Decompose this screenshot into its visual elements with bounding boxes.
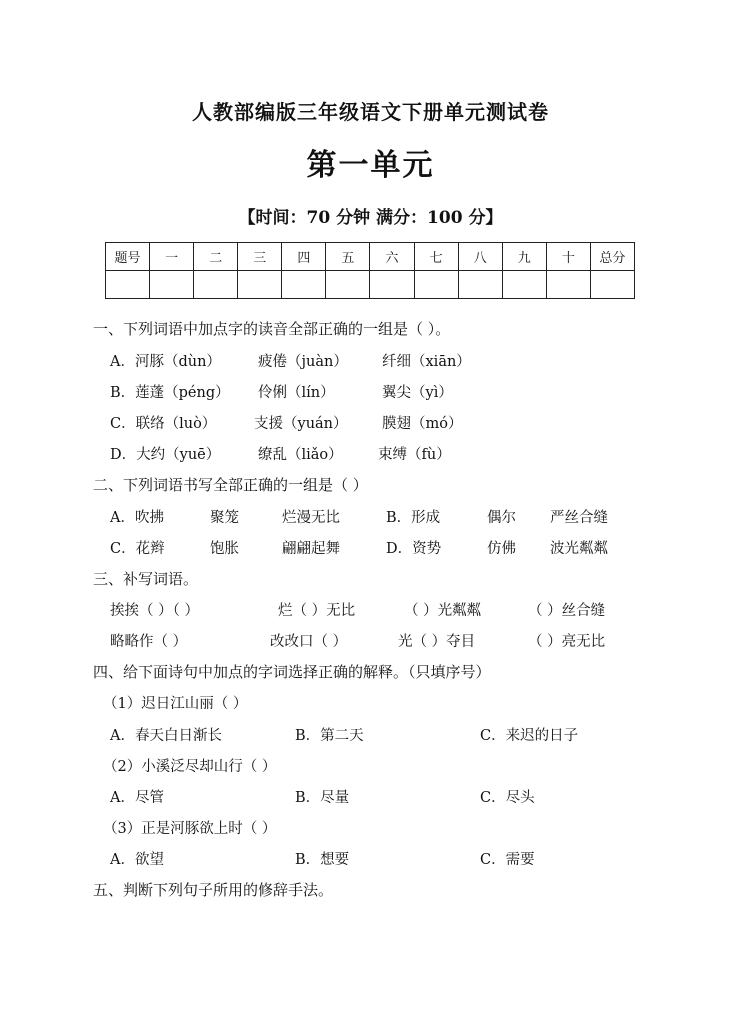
q4-stem: （2）小溪泛尽却山行（ ） xyxy=(103,759,277,775)
score-input-cell[interactable] xyxy=(282,271,326,299)
exam-title: 人教部编版三年级语文下册单元测试卷 xyxy=(192,100,549,124)
q1-option: 伶俐（lín） xyxy=(258,385,335,401)
q4-option: B．尽量 xyxy=(295,790,350,806)
q2-word: 饱胀 xyxy=(210,541,239,557)
q1-option: 纤细（xiān） xyxy=(382,354,471,370)
score-input-cell[interactable] xyxy=(238,271,282,299)
score-header-cell: 九 xyxy=(502,243,546,271)
score-header-cell: 总分 xyxy=(590,243,634,271)
time-info: 【时间：70 分钟 满分：100 分】 xyxy=(238,208,503,228)
score-input-cell[interactable] xyxy=(414,271,458,299)
q4-option: C．尽头 xyxy=(480,790,535,806)
q5-question: 五、判断下列句子所用的修辞手法。 xyxy=(93,881,334,899)
q1-option: 疲倦（juàn） xyxy=(258,354,348,370)
score-input-cell[interactable] xyxy=(326,271,370,299)
q4-stem: （3）正是河豚欲上时（ ） xyxy=(103,821,277,837)
q1-option: C．联络（luò） xyxy=(110,416,217,432)
q2-word: 偶尔 xyxy=(487,510,516,526)
score-header-cell: 五 xyxy=(326,243,370,271)
score-header-cell: 八 xyxy=(458,243,502,271)
q2-word: B．形成 xyxy=(386,510,441,526)
score-input-cell[interactable] xyxy=(370,271,414,299)
score-input-cell[interactable] xyxy=(590,271,634,299)
q2-word: 聚笼 xyxy=(210,510,239,526)
score-input-cell[interactable] xyxy=(150,271,194,299)
q4-option: A．春天白日渐长 xyxy=(110,728,222,744)
q1-option: 膜翅（mó） xyxy=(382,416,463,432)
q2-word: 仿佛 xyxy=(487,541,516,557)
score-table xyxy=(105,242,635,299)
q2-word: 波光粼粼 xyxy=(550,541,608,557)
q3-blank: （ ）亮无比 xyxy=(528,634,606,650)
q2-word: C．花辫 xyxy=(110,541,165,557)
score-header-cell: 二 xyxy=(194,243,238,271)
q3-blank: 挨挨（ ）（ ） xyxy=(110,603,199,619)
q2-word: 翩翩起舞 xyxy=(282,541,340,557)
score-input-cell[interactable] xyxy=(546,271,590,299)
score-table-header-row xyxy=(106,243,635,271)
q2-word: A．吹拂 xyxy=(110,510,164,526)
q4-option: B．想要 xyxy=(295,852,350,868)
q3-blank: （ ）光粼粼 xyxy=(404,603,482,619)
q4-question: 四、给下面诗句中加点的字词选择正确的解释。（只填序号） xyxy=(93,663,491,681)
score-header-cell: 题号 xyxy=(106,243,150,271)
score-input-cell[interactable] xyxy=(194,271,238,299)
q4-stem: （1）迟日江山丽（ ） xyxy=(103,696,248,712)
q2-word: 严丝合缝 xyxy=(550,510,608,526)
score-header-cell: 三 xyxy=(238,243,282,271)
score-input-cell[interactable] xyxy=(458,271,502,299)
unit-title: 第一单元 xyxy=(306,148,435,183)
q3-question: 三、补写词语。 xyxy=(93,570,199,588)
q4-option: B．第二天 xyxy=(295,728,364,744)
q2-word: 烂漫无比 xyxy=(282,510,340,526)
q1-option: 缭乱（liǎo） xyxy=(258,447,343,463)
q1-option: 支援（yuán） xyxy=(254,416,348,432)
score-header-cell: 四 xyxy=(282,243,326,271)
score-table-blank-row xyxy=(106,271,635,299)
score-header-cell: 七 xyxy=(414,243,458,271)
q3-blank: 略略作（ ） xyxy=(110,634,188,650)
q1-option: 翼尖（yì） xyxy=(382,385,453,401)
q4-option: C．需要 xyxy=(480,852,535,868)
score-input-cell[interactable] xyxy=(106,271,150,299)
q3-blank: 改改口（ ） xyxy=(270,634,348,650)
score-header-cell: 六 xyxy=(370,243,414,271)
q2-word: D．资势 xyxy=(386,541,442,557)
score-header-cell: 十 xyxy=(546,243,590,271)
q3-blank: 光（ ）夺目 xyxy=(398,634,476,650)
q4-option: C．来迟的日子 xyxy=(480,728,579,744)
q1-option: D．大约（yuē） xyxy=(110,447,221,463)
q3-blank: 烂（ ）无比 xyxy=(278,603,356,619)
q1-option: 束缚（fù） xyxy=(378,447,451,463)
q4-option: A．尽管 xyxy=(110,790,164,806)
q1-option: A．河豚（dùn） xyxy=(110,354,221,370)
score-input-cell[interactable] xyxy=(502,271,546,299)
q4-option: A．欲望 xyxy=(110,852,164,868)
q3-blank: （ ）丝合缝 xyxy=(528,603,606,619)
score-header-cell: 一 xyxy=(150,243,194,271)
q1-option: B．莲蓬（péng） xyxy=(110,385,230,401)
q1-question: 一、下列词语中加点字的读音全部正确的一组是（ ）。 xyxy=(93,320,451,338)
q2-question: 二、下列词语书写全部正确的一组是（ ） xyxy=(93,476,368,494)
